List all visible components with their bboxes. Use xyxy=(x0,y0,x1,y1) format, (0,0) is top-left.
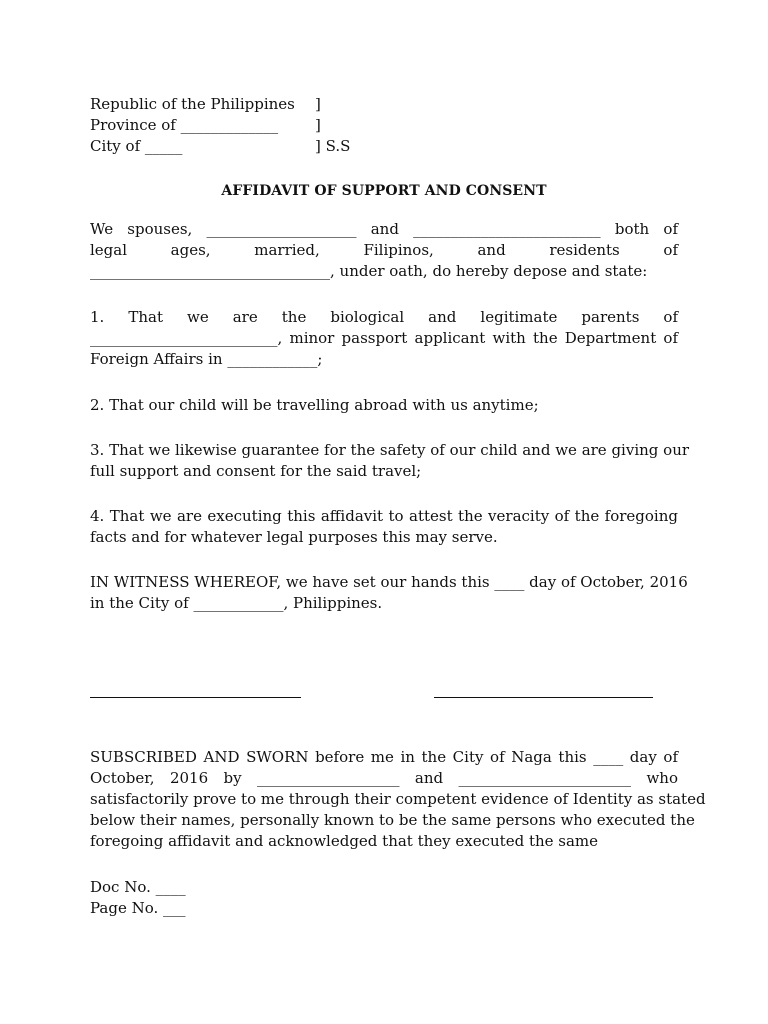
venue-country-row xyxy=(90,94,350,115)
doc-number: Doc No. ____ xyxy=(90,878,186,896)
signature-line-right xyxy=(434,697,653,698)
paragraph-line: IN WITNESS WHEREOF, we have set our hands this ____ day of October, 2016 xyxy=(90,573,688,591)
paragraph-line: full support and consent for the said travel; xyxy=(90,462,422,480)
sworn-paragraph xyxy=(90,747,706,852)
paragraph-line: in the City of ____________, Philippines. xyxy=(90,594,383,612)
venue-block xyxy=(90,94,350,157)
intro-paragraph xyxy=(90,219,678,282)
item-4-paragraph xyxy=(90,506,678,548)
venue-city-row xyxy=(90,136,350,157)
paragraph-line: legal ages, married, Filipinos, and residents of xyxy=(90,241,678,259)
witness-paragraph xyxy=(90,572,688,614)
paragraph-line: foregoing affidavit and acknowledged that they executed the same xyxy=(90,832,599,850)
signature-line-left xyxy=(90,697,301,698)
item-2-paragraph xyxy=(90,395,678,416)
paragraph-line: 2. That our child will be travelling abroad with us anytime; xyxy=(90,396,539,414)
venue-bracket: ] S.S xyxy=(315,137,351,155)
venue-bracket: ] xyxy=(315,116,321,134)
paragraph-line: 1. That we are the biological and legitimate parents of xyxy=(90,308,678,326)
paragraph-line: We spouses, ____________________ and _________________________ both of xyxy=(90,220,678,238)
paragraph-line: 4. That we are executing this affidavit to attest the veracity of the foregoing xyxy=(90,507,678,525)
page-number: Page No. ___ xyxy=(90,899,186,917)
paragraph-line: _________________________, minor passport applicant with the Department of xyxy=(90,329,678,347)
paragraph-line: October, 2016 by ___________________ and _______________________ who xyxy=(90,769,678,787)
venue-province-row xyxy=(90,115,350,136)
paragraph-line: facts and for whatever legal purposes this may serve. xyxy=(90,528,498,546)
paragraph-line: below their names, personally known to be the same persons who executed the xyxy=(90,811,695,829)
paragraph-line: satisfactorily prove to me through their competent evidence of Identity as stated xyxy=(90,790,706,808)
venue-city: City of _____ xyxy=(90,137,183,155)
paragraph-line: 3. That we likewise guarantee for the safety of our child and we are giving our xyxy=(90,441,690,459)
item-3-paragraph xyxy=(90,440,690,482)
document-title: AFFIDAVIT OF SUPPORT AND CONSENT xyxy=(221,183,547,199)
item-1-paragraph xyxy=(90,307,678,370)
document-numbers xyxy=(90,877,186,919)
paragraph-line: ________________________________, under oath, do hereby depose and state: xyxy=(90,262,648,280)
venue-bracket: ] xyxy=(315,95,321,113)
paragraph-line: Foreign Affairs in ____________; xyxy=(90,350,323,368)
paragraph-line: SUBSCRIBED AND SWORN before me in the City of Naga this ____ day of xyxy=(90,748,678,766)
venue-province: Province of _____________ xyxy=(90,116,279,134)
venue-country: Republic of the Philippines xyxy=(90,95,295,113)
